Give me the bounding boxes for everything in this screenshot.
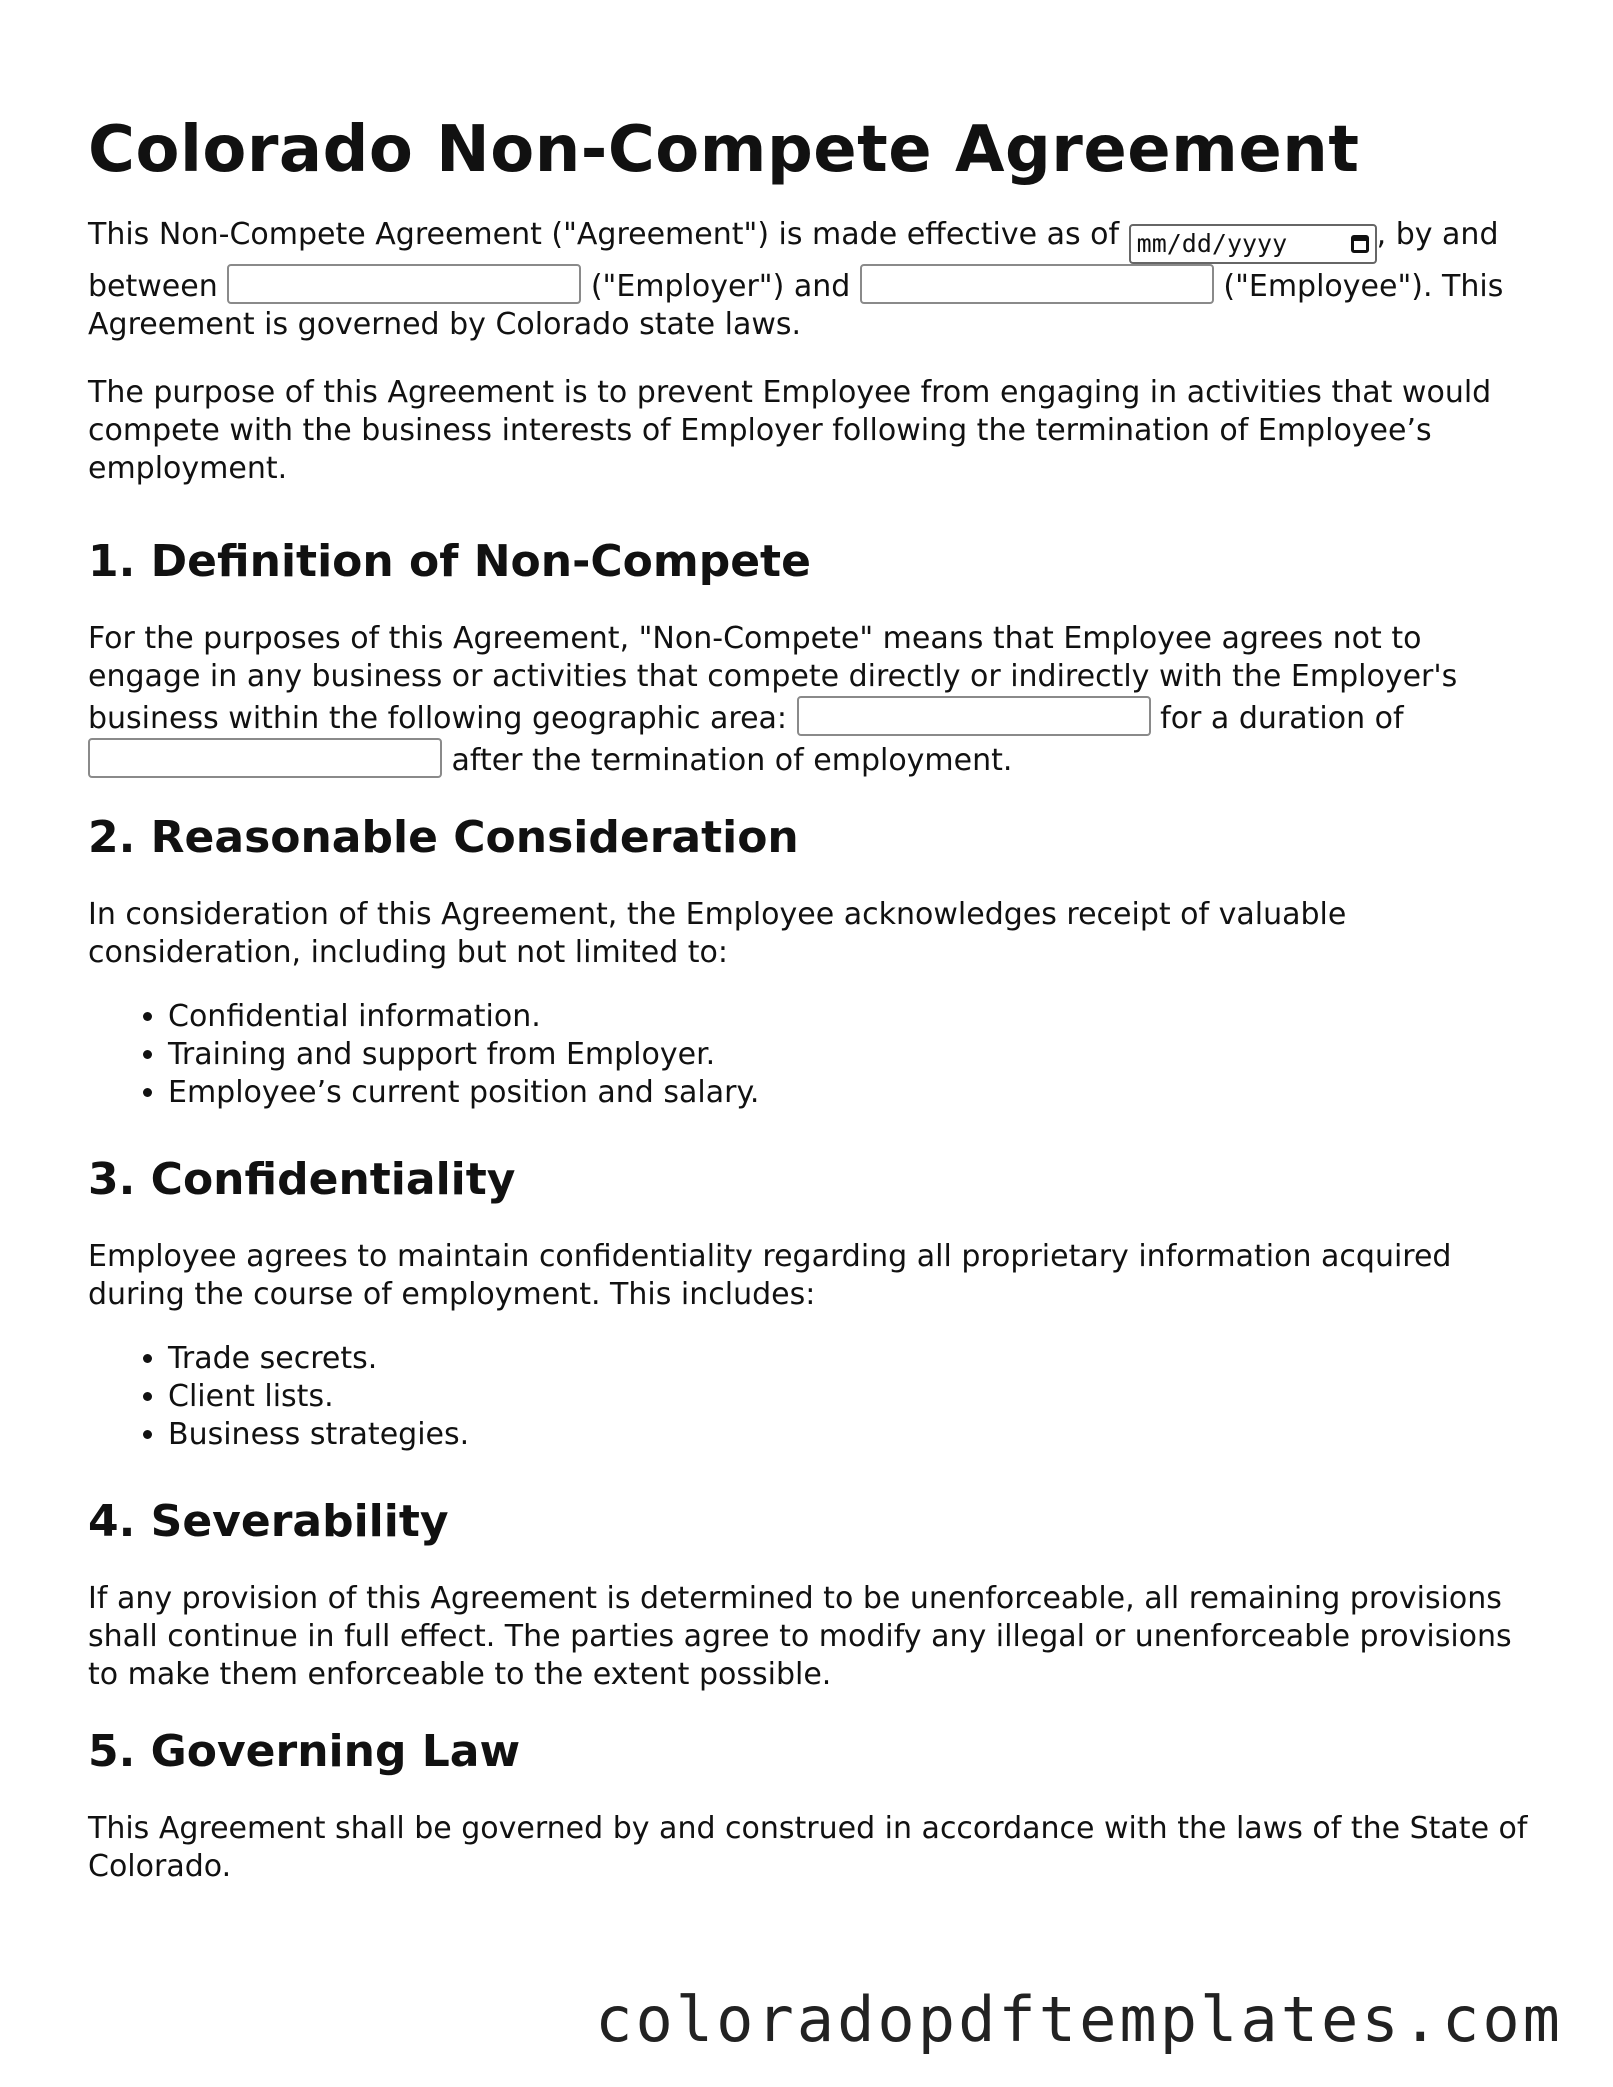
- calendar-icon[interactable]: [1351, 235, 1369, 253]
- intro-text-2: , by and between: [88, 217, 1499, 304]
- list-item: • Employee’s current position and salary.: [168, 1074, 1538, 1112]
- employee-name-input[interactable]: [860, 264, 1214, 304]
- purpose-paragraph: The purpose of this Agreement is to prevent Employee from engaging in activities that would compete with the business interests of Employer following the termination of Employee’s employment.: [88, 375, 1492, 486]
- section-1-text-2: for a duration of: [1160, 701, 1404, 736]
- section-2-paragraph: In consideration of this Agreement, the Employee acknowledges receipt of valuable consideration, including but not limited to:: [88, 897, 1347, 970]
- section-5-heading: 5. Governing Law: [88, 1726, 521, 1777]
- intro-text-4: ("Employee"). This Agreement is governed by Colorado state laws.: [88, 269, 1504, 342]
- watermark: coloradopdftemplates.com: [595, 1983, 1563, 2056]
- consideration-list: [88, 998, 1538, 1112]
- section-1-heading: 1. Definition of Non-Compete: [88, 536, 811, 587]
- section-1-text-1: For the purposes of this Agreement, "Non-Compete" means that Employee agrees not to engage in any business or activities that compete directly or indirectly with the Employer's business within the following geographic area:: [88, 621, 1458, 736]
- effective-date-input[interactable]: [1129, 224, 1377, 264]
- intro-text-1: This Non-Compete Agreement ("Agreement") is made effective as of: [88, 217, 1120, 252]
- list-item: • Client lists.: [168, 1378, 1538, 1416]
- list-item: • Training and support from Employer.: [168, 1036, 1538, 1074]
- employer-name-input[interactable]: [227, 264, 581, 304]
- list-item: • Confidential information.: [168, 998, 1538, 1036]
- list-item: • Trade secrets.: [168, 1340, 1538, 1378]
- intro-paragraph: [88, 216, 1538, 344]
- confidentiality-list: [88, 1340, 1538, 1454]
- page-title: Colorado Non-Compete Agreement: [88, 113, 1360, 187]
- section-5-paragraph: This Agreement shall be governed by and construed in accordance with the laws of the State of Colorado.: [88, 1811, 1528, 1884]
- section-3-heading: 3. Confidentiality: [88, 1154, 516, 1205]
- section-1-paragraph: [88, 620, 1538, 780]
- geographic-area-input[interactable]: [797, 696, 1151, 736]
- document-page: [88, 110, 1538, 1916]
- section-4-heading: 4. Severability: [88, 1496, 449, 1547]
- duration-input[interactable]: [88, 738, 442, 778]
- section-1-text-3: after the termination of employment.: [451, 743, 1013, 778]
- section-4-paragraph: If any provision of this Agreement is determined to be unenforceable, all remaining provisions shall continue in full effect. The parties agree to modify any illegal or unenforceable provisions to make them enforceable to the extent possible.: [88, 1581, 1512, 1692]
- date-placeholder: mm/dd/yyyy: [1136, 229, 1288, 258]
- section-2-heading: 2. Reasonable Consideration: [88, 812, 799, 863]
- intro-text-3: ("Employer") and: [590, 269, 851, 304]
- section-3-paragraph: Employee agrees to maintain confidentiality regarding all proprietary information acquired during the course of employment. This includes:: [88, 1239, 1452, 1312]
- list-item: • Business strategies.: [168, 1416, 1538, 1454]
